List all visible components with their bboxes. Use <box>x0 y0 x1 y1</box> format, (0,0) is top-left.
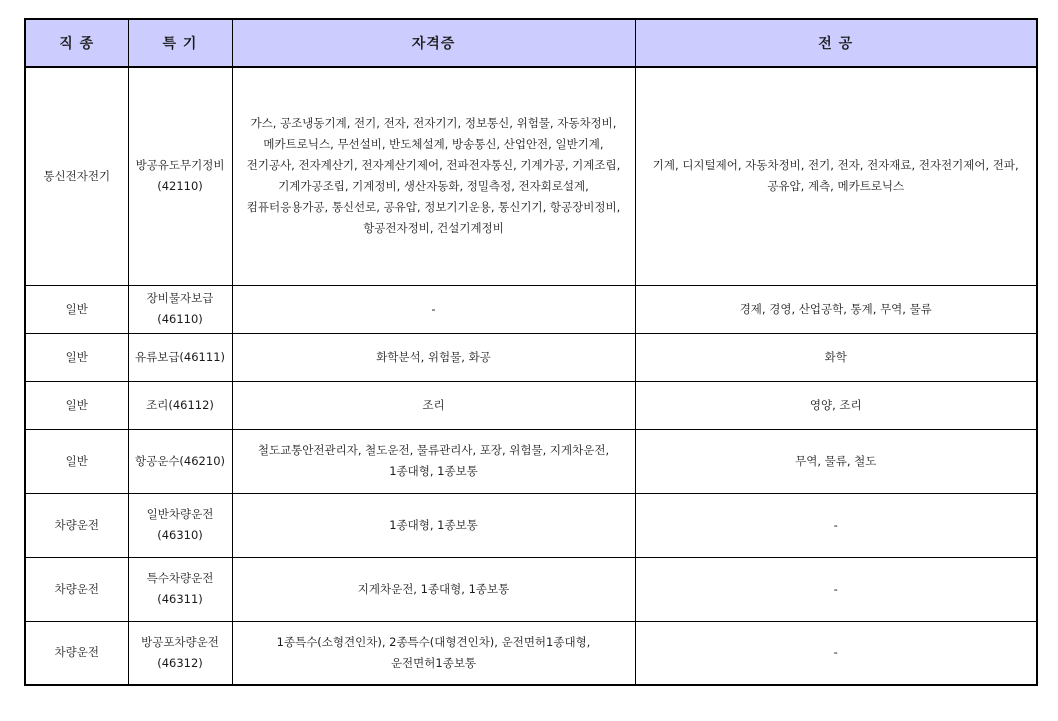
certification-cell-text: 가스, 공조냉동기계, 전기, 전자, 전자기기, 정보통신, 위험물, 자동차정비, 메카트로닉스, 무선설비, 반도체설계, 방송통신, 산업안전, 일반기계, 전기공사, 전자계산기, 전자계산기제어, 전파전자통신, 기계가공, 기계조립, 기계가공조립, 기계정비, 생산자동화, 정밀측정, 전자회로설계, 컴퓨터응용가공, 통신선로, 공유압, 정보기기운용, 통신기기, 항공장비정비, 항공전자정비, 건설기계정비 <box>246 116 621 236</box>
job-type-cell <box>25 557 128 621</box>
specialty-cell <box>128 493 232 557</box>
header-certification: 자격증 <box>232 19 635 67</box>
major-cell-text: - <box>833 645 838 660</box>
job-type-cell <box>25 493 128 557</box>
job-type-cell-text: 차량운전 <box>54 645 99 660</box>
specialty-cell <box>128 285 232 333</box>
certification-cell-text: 화학분석, 위험물, 화공 <box>376 349 491 364</box>
major-cell-text: 무역, 물류, 철도 <box>795 453 877 468</box>
certification-cell <box>232 381 635 429</box>
specialty-cell <box>128 621 232 685</box>
major-cell-text: - <box>833 517 838 532</box>
header-specialty: 특 기 <box>128 19 232 67</box>
specialty-cell <box>128 381 232 429</box>
job-type-cell-text: 일반 <box>65 301 88 316</box>
job-type-cell-text: 차량운전 <box>54 581 99 596</box>
specialty-cell-text: 유류보급(46111) <box>135 349 225 364</box>
job-type-cell <box>25 333 128 381</box>
job-specialty-table <box>24 18 1038 686</box>
major-cell-text: 화학 <box>824 349 847 364</box>
table-header <box>25 19 1037 67</box>
major-cell <box>635 557 1037 621</box>
table-row <box>25 429 1037 493</box>
major-cell <box>635 429 1037 493</box>
major-cell-text: - <box>833 581 838 596</box>
table-row <box>25 285 1037 333</box>
certification-cell <box>232 429 635 493</box>
job-type-cell <box>25 429 128 493</box>
job-type-cell <box>25 381 128 429</box>
job-type-cell-text: 통신전자전기 <box>43 168 111 183</box>
specialty-cell <box>128 429 232 493</box>
major-cell <box>635 67 1037 285</box>
certification-cell <box>232 557 635 621</box>
specialty-cell-text: 특수차량운전 (46311) <box>146 571 214 606</box>
job-type-cell-text: 일반 <box>65 349 88 364</box>
certification-cell <box>232 333 635 381</box>
specialty-cell <box>128 67 232 285</box>
specialty-cell-text: 방공유도무기정비 (42110) <box>135 158 225 194</box>
job-type-cell-text: 일반 <box>65 397 88 412</box>
job-type-cell <box>25 621 128 685</box>
header-job-type: 직 종 <box>25 19 128 67</box>
major-cell <box>635 621 1037 685</box>
specialty-cell <box>128 557 232 621</box>
certification-cell-text: 지게차운전, 1종대형, 1종보통 <box>357 581 510 596</box>
table-row <box>25 333 1037 381</box>
specialty-cell-text: 방공포차량운전 (46312) <box>141 634 219 670</box>
certification-cell <box>232 285 635 333</box>
certification-cell-text: 철도교통안전관리자, 철도운전, 물류관리사, 포장, 위험물, 지게차운전, 1종대형, 1종보통 <box>257 443 610 478</box>
major-cell <box>635 285 1037 333</box>
table-body <box>25 67 1037 685</box>
table-row <box>25 493 1037 557</box>
major-cell-text: 기계, 디지털제어, 자동차정비, 전기, 전자, 전자재료, 전자전기제어, 전파, 공유압, 계측, 메카트로닉스 <box>652 158 1019 194</box>
specialty-cell-text: 일반차량운전 (46310) <box>146 507 214 542</box>
certification-cell <box>232 67 635 285</box>
job-type-cell <box>25 285 128 333</box>
job-type-cell <box>25 67 128 285</box>
specialty-cell-text: 장비물자보급 (46110) <box>146 291 214 326</box>
certification-cell-text: 1종대형, 1종보통 <box>389 517 478 532</box>
major-cell <box>635 493 1037 557</box>
major-cell <box>635 333 1037 381</box>
table-row <box>25 67 1037 285</box>
header-major: 전 공 <box>635 19 1037 67</box>
job-type-cell-text: 차량운전 <box>54 517 99 532</box>
table-row <box>25 557 1037 621</box>
job-type-cell-text: 일반 <box>65 453 88 468</box>
specialty-cell-text: 조리(46112) <box>146 397 214 412</box>
certification-cell <box>232 621 635 685</box>
table-row <box>25 621 1037 685</box>
certification-cell-text: - <box>431 301 436 316</box>
specialty-cell-text: 항공운수(46210) <box>135 453 225 468</box>
certification-cell <box>232 493 635 557</box>
header-row <box>25 19 1037 67</box>
certification-cell-text: 조리 <box>422 397 445 412</box>
table-row <box>25 381 1037 429</box>
major-cell-text: 경제, 경영, 산업공학, 통계, 무역, 물류 <box>739 301 932 316</box>
major-cell-text: 영양, 조리 <box>809 397 862 412</box>
specialty-cell <box>128 333 232 381</box>
major-cell <box>635 381 1037 429</box>
certification-cell-text: 1종특수(소형견인차), 2종특수(대형견인차), 운전면허1종대형, 운전면허1종보통 <box>276 634 591 670</box>
